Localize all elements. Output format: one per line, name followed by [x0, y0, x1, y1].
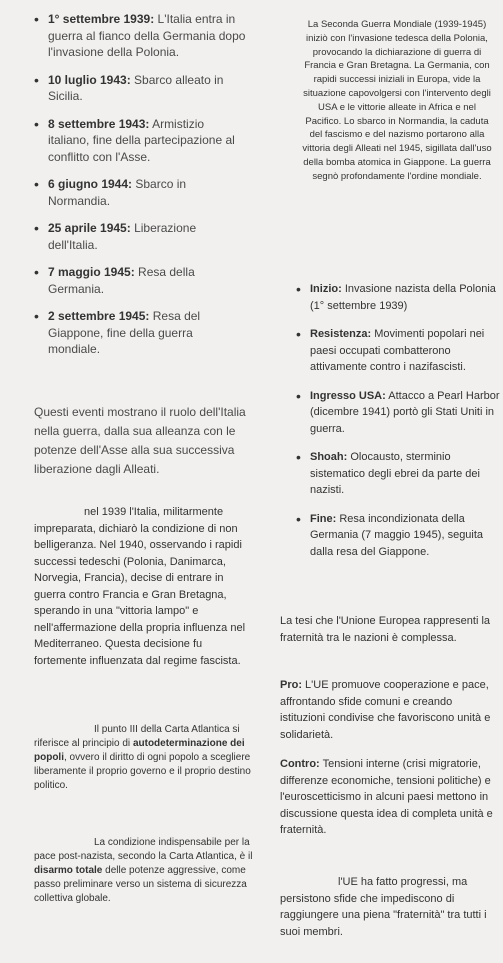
ww2-point	[310, 281, 502, 314]
eu-pro-text: L'UE promuove cooperazione e pace, affrontando sfide comuni e creando istituzioni condivise che favoriscono unità e solidarietà.	[280, 679, 491, 741]
timeline-text: Resa del Giappone, fine della guerra mondiale.	[48, 309, 201, 356]
ww2-point-label: Shoah:	[310, 451, 348, 463]
timeline-item	[48, 220, 248, 253]
ww2-point-label: Resistenza:	[310, 328, 372, 340]
atlantic-condition-bold: disarmo totale	[34, 865, 103, 876]
ww2-point	[310, 449, 502, 499]
eu-contro-label: Contro:	[280, 758, 320, 770]
timeline-date: 6 giugno 1944:	[48, 177, 133, 191]
timeline-date: 25 aprile 1945:	[48, 221, 131, 235]
timeline-text: Sbarco in Normandia.	[48, 177, 187, 208]
ww2-point-text: Olocausto, sterminio sistematico degli ebrei da parte dei nazisti.	[310, 451, 480, 496]
atlantic-point3-intro: Il punto III della Carta Atlantica si riferisce al principio di	[34, 724, 240, 749]
timeline-date: 8 settembre 1943:	[48, 116, 150, 131]
ww2-point-text: Attacco a Pearl Harbor (dicembre 1941) portò gli Stati Uniti in guerra.	[310, 389, 500, 435]
timeline-item	[48, 264, 248, 297]
eu-pro-label: Pro:	[280, 679, 302, 691]
eu-pro	[280, 677, 495, 743]
ww2-point-text: Resa incondizionata della Germania (7 maggio 1945), seguita dalla resa del Giappone.	[310, 512, 484, 558]
ww2-point	[310, 388, 502, 438]
ww2-point	[310, 511, 502, 561]
timeline-date: 10 luglio 1943:	[48, 72, 131, 87]
eu-contro	[280, 756, 495, 839]
atlantic-charter-condition	[34, 836, 254, 906]
atlantic-point3-bold: autodeterminazione dei popoli	[34, 738, 245, 763]
ww2-point-label: Inizio:	[310, 283, 342, 295]
timeline-text: Sbarco alleato in Sicilia.	[48, 72, 224, 103]
italy-1939-paragraph: nel 1939 l'Italia, militarmente impreparata, dichiarò la condizione di non belligeranza. Nel 1940, osservando i rapidi successi tedeschi (Polonia, Danimarca, Norvegia, Francia), decise di entrare in guerra contro Francia e Gran Bretagna, sperando in una "vittoria lampo" e nell'affermazione della propria influenza nel Mediterraneo. Questa decisione fu fortemente influenzata dal regime fascista.	[34, 506, 246, 667]
ww2-points-list	[310, 281, 502, 560]
ww2-point-text: Movimenti popolari nei paesi occupati combatterono attivamente contro i nazifascisti.	[310, 328, 485, 373]
timeline-item	[48, 72, 248, 105]
ww2-point-label: Fine:	[310, 512, 337, 525]
timeline-list	[48, 11, 248, 358]
timeline-item	[48, 308, 248, 358]
timeline-summary: Questi eventi mostrano il ruolo dell'Italia nella guerra, dalla sua alleanza con le potenze dell'Asse alla sua successiva liberazione dagli Alleati.	[34, 405, 246, 476]
timeline-item	[48, 176, 248, 209]
atlantic-charter-point-3	[34, 723, 254, 793]
eu-conclusion: l'UE ha fatto progressi, ma persistono sfide che impediscono di raggiungere una piena "fraternità" tra tutti i suoi membri.	[280, 876, 487, 938]
atlantic-condition-rest: delle potenze aggressive, come passo preliminare verso un sistema di sicurezza collettiva globale.	[34, 865, 247, 904]
timeline-item	[48, 116, 248, 166]
timeline-date: 2 settembre 1945:	[48, 309, 150, 323]
timeline-text: Resa della Germania.	[48, 265, 195, 296]
ww2-point-label: Ingresso USA:	[310, 389, 386, 402]
eu-thesis: La tesi che l'Unione Europea rappresenti la fraternità tra le nazioni è complessa.	[280, 615, 491, 644]
timeline-date: 1° settembre 1939:	[48, 12, 155, 26]
atlantic-condition-intro: La condizione indispensabile per la pace post-nazista, secondo la Carta Atlantica, è il	[34, 837, 253, 862]
ww2-point-text: Invasione nazista della Polonia (1° settembre 1939)	[310, 283, 496, 312]
ww2-summary: La Seconda Guerra Mondiale (1939-1945) iniziò con l'invasione tedesca della Polonia, provocando la dichiarazione di guerra di Francia e Gran Bretagna. La Germania, con rapidi successi iniziali in Europa, vide la situazione capovolgersi con l'intervento degli USA e le vittorie alleate in Africa e nel Pacifico. Lo sbarco in Normandia, la caduta del fascismo e del nazismo portarono alla vittoria degli Alleati nel 1945, sigillata dall'uso della bomba atomica in Giappone. La guerra segnò profondamente l'ordine mondiale.	[302, 19, 492, 182]
timeline-text: Armistizio italiano, fine della partecipazione al conflitto con l'Asse.	[48, 116, 235, 164]
timeline-date: 7 maggio 1945:	[48, 265, 135, 279]
ww2-point	[310, 326, 502, 376]
eu-contro-text: Tensioni interne (crisi migratorie, differenze economiche, tensioni politiche) e l'euroscetticismo in alcuni paesi mettono in discussione questa idea di completa unità e fraternità.	[280, 758, 493, 836]
timeline-text: Liberazione dell'Italia.	[48, 221, 197, 252]
timeline-item	[48, 11, 248, 61]
timeline-text: L'Italia entra in guerra al fianco della Germania dopo l'invasione della Polonia.	[48, 12, 246, 59]
atlantic-point3-rest: , ovvero il diritto di ogni popolo a scegliere liberamente il proprio governo e il proprio destino politico.	[34, 752, 251, 791]
